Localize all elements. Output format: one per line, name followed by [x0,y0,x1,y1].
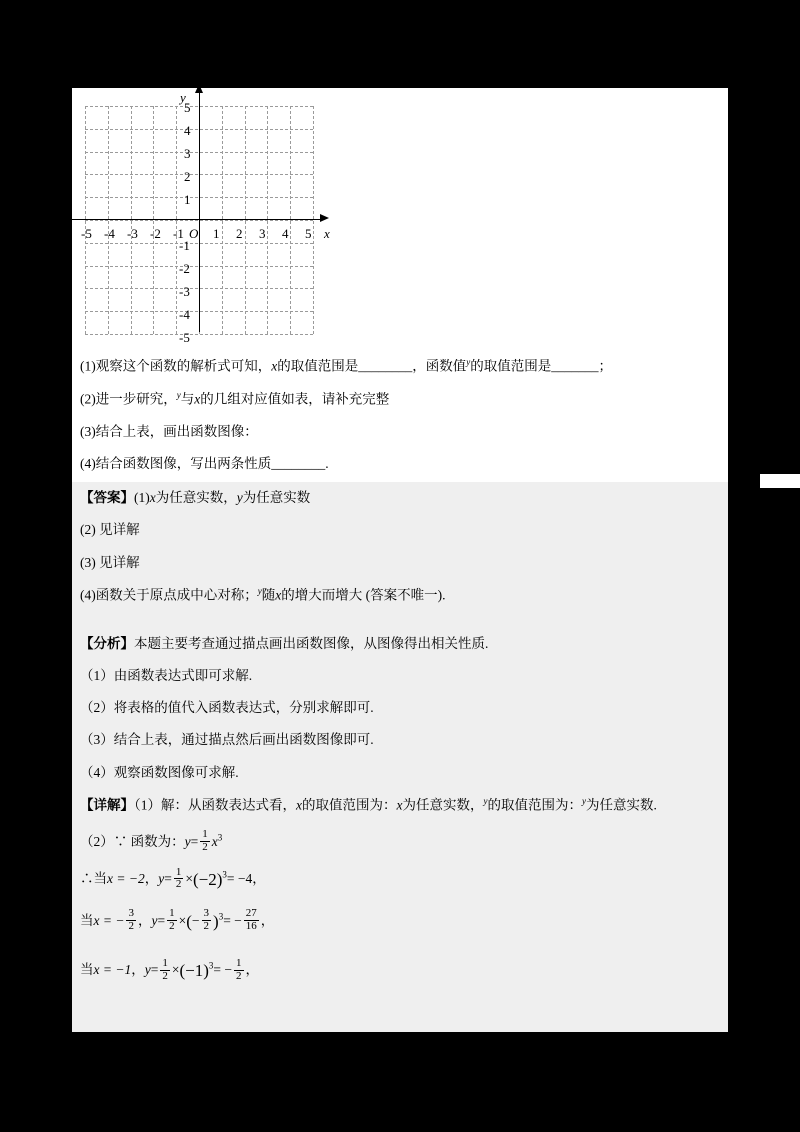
analysis-intro-text: 本题主要考查通过描点画出函数图像，从图像得出相关性质. [134,635,489,651]
detail-eq-y: y [184,833,191,849]
y-tick-neg5: -5 [179,330,190,345]
fraction-denominator: 2 [202,840,208,853]
fraction-numerator: 27 [245,907,257,920]
detail-line-4 [72,904,728,940]
detail-line-4-minus: − [191,912,200,928]
fraction-numerator: 1 [175,865,182,878]
detail-line-3-base: (−2) [192,869,223,889]
y-tick-neg3: -3 [179,284,190,299]
detail-line-5-prefix: 当 [80,962,94,978]
answer-line-1-end: 为任意实数 [242,490,311,505]
page-edge-marker [760,474,800,488]
fraction-numerator: 1 [169,907,175,920]
question-2-text-b: 与 [180,391,195,407]
answer-line-4 [72,585,728,606]
detail-line-5-comma: ， [131,962,145,978]
detail-line-3-prefix: ∴当 [80,870,107,886]
detail-line-3 [72,862,728,898]
detail-line-3-eq: = [164,870,172,886]
question-4-text-a: 结合函数图像，写出两条性质 [95,455,272,471]
detail-line-1 [72,795,728,816]
x-axis [72,219,322,220]
analysis-intro [72,634,728,654]
question-3-prefix: (3) [80,423,96,439]
fraction-denominator: 2 [128,919,134,932]
question-4-blank-1: ________ [271,455,326,471]
fraction-denominator: 16 [245,919,257,932]
detail-line-3-y: y [158,870,165,886]
y-tick-2: 2 [184,169,191,184]
y-tick-neg1: -1 [179,238,190,253]
x-tick-origin: O [189,226,199,241]
analysis-item-3: （3）结合上表，通过描点然后画出函数图像即可. [80,732,374,748]
answer-line-2: (2) 见详解 [80,522,140,538]
detail-line-5-base: (−1) [179,961,209,981]
coordinate-graph [72,88,728,356]
fraction-result-5 [234,958,244,982]
detail-line-5-eq: = [150,962,159,978]
answer-var-y: y [236,490,243,505]
question-1-blank-2: _______ [551,358,599,374]
x-tick-neg5: -5 [81,226,92,241]
detail-line-5-end: ， [245,962,259,978]
fraction-numerator: 1 [202,828,208,841]
detail-line-4-x: x = − [93,912,125,928]
answer-line-4-var-x: x [275,587,282,603]
y-tick-neg2: -2 [179,261,190,276]
detail-line-1-a: 的取值范围为： [302,797,397,813]
spacer [72,618,728,634]
y-tick-neg4: -4 [179,307,190,322]
x-tick-neg1: -1 [173,226,184,241]
detail-line-1-prefix: （1）解：从函数表达式看， [134,797,296,813]
question-4-prefix: (4) [80,455,96,471]
fraction-three-halves [126,908,136,932]
analysis-item-1: （1）由函数表达式即可求解. [80,667,253,683]
detail-line-4-end: ， [260,912,275,928]
detail-line-2-prefix: （2）∵ 函数为： [80,833,185,849]
analysis-item-4: （4）观察函数图像可求解. [80,764,239,780]
question-1-text-d: 的取值范围是 [470,358,552,374]
question-1 [72,356,728,377]
answer-line-4-c: 的增大而增大 (答案不唯一). [281,587,446,603]
x-tick-neg3: -3 [127,226,138,241]
fraction-numerator: 1 [236,957,242,970]
detail-line-4-res-eq: = − [223,912,242,928]
question-1-prefix: (1) [80,358,96,374]
answer-line-1-mid: 为任意实数， [155,490,237,505]
y-axis-arrow-icon [195,84,203,93]
fraction-half-5 [160,958,170,982]
detail-line-2 [72,828,728,856]
detail-var-x-2: x [396,797,403,813]
fraction-denominator: 2 [169,919,175,932]
detail-line-5 [72,953,728,989]
detail-line-5-res-eq: = − [213,962,232,978]
fraction-denominator: 2 [236,969,242,982]
question-2-text-c: 的几组对应值如表，请补充完整 [200,391,390,407]
fraction-denominator: 2 [175,878,182,891]
fraction-half-4 [167,908,177,932]
detail-line-5-x: x = −1 [93,962,132,978]
detail-line-4-prefix: 当 [80,912,94,928]
x-axis-arrow-icon [320,214,329,222]
detail-line-4-power: 3 [218,911,224,922]
question-2-prefix: (2) [80,391,96,407]
detail-line-1-d: 为任意实数. [586,797,657,813]
detail-line-3-times: × [185,870,193,886]
detail-line-5-y: y [144,962,151,978]
detail-line-5-power: 3 [208,960,214,971]
detail-line-4-eq: = [157,912,166,928]
fraction-numerator: 3 [203,907,210,920]
detail-line-4-y: y [151,912,158,928]
document-content [72,88,728,995]
question-1-blank-1: ________ [358,358,413,374]
detail-line-5-times: × [171,962,180,978]
detail-eq-x: x [211,833,218,849]
answer-line-4-prefix: (4) [80,587,96,603]
question-2-var-x: x [194,391,201,407]
x-tick-3: 3 [259,226,266,241]
detail-line-3-x: x = −2 [107,870,145,886]
y-tick-4: 4 [184,123,191,138]
detail-var-y-1: y [483,795,488,806]
x-tick-neg2: -2 [150,226,161,241]
detail-line-3-result: = −4 [226,870,253,886]
x-tick-1: 1 [213,226,220,241]
y-tick-5: 5 [184,100,191,115]
fraction-half-3 [174,867,184,891]
fraction-half [200,829,210,853]
detail-eq-equals: = [190,833,199,849]
answer-line-4-var-y: y [257,585,262,596]
question-1-text-e: ； [598,358,612,374]
analysis-label: 【分析】 [80,635,134,651]
x-tick-neg4: -4 [104,226,115,241]
question-3 [72,422,728,442]
x-tick-2: 2 [236,226,243,241]
fraction-denominator: 2 [203,919,210,932]
question-1-text-b: 的取值范围是 [277,358,359,374]
fraction-three-halves-inner [202,908,212,932]
detail-line-4-paren-open: ( [186,911,192,931]
answer-label: 【答案】 [80,490,134,505]
answer-line-4-b: 随 [261,587,276,603]
detail-eq-power: 3 [217,832,223,842]
question-1-text-c: ，函数值 [412,358,467,374]
x-axis-label: x [324,226,330,241]
y-tick-1: 1 [184,192,191,207]
fraction-result-4 [244,908,259,932]
detail-var-x-1: x [296,797,302,813]
answer-line-4-a: 函数关于原点成中心对称； [95,587,258,603]
detail-line-3-end: ， [252,870,266,886]
answer-var-x: x [149,490,156,505]
answer-line-1 [72,488,728,508]
detail-line-4-comma: ， [137,912,152,928]
question-2-text-a: 进一步研究， [95,391,177,407]
question-2 [72,389,728,410]
question-1-text-a: 观察这个函数的解析式可知， [95,358,272,374]
answer-line-3: (3) 见详解 [80,554,140,570]
detail-label: 【详解】 [80,797,134,813]
detail-line-4-paren-close: ) [213,911,219,931]
fraction-numerator: 3 [128,907,134,920]
detail-line-1-b: 为任意实数， [402,797,484,813]
detail-line-1-c: 的取值范围为： [487,797,582,813]
question-1-var-y: y [466,357,471,367]
question-4 [72,454,728,474]
analysis-item-2: （2）将表格的值代入函数表达式，分别求解即可. [80,700,374,715]
fraction-numerator: 1 [162,957,168,970]
y-axis-label: y [180,90,186,105]
fraction-denominator: 2 [162,969,168,982]
y-axis [199,92,200,332]
x-tick-4: 4 [282,226,289,241]
detail-line-4-times: × [178,912,187,928]
question-3-text-a: 结合上表，画出函数图像： [95,423,258,439]
detail-var-y-2: y [582,795,586,806]
question-1-var-x: x [271,358,278,374]
question-2-var-y: y [176,389,181,400]
answer-line-1-prefix: (1) [134,490,150,505]
y-tick-3: 3 [184,146,191,161]
detail-line-3-comma: ， [144,870,159,886]
question-4-text-b: . [325,455,329,471]
detail-line-3-power: 3 [222,869,227,880]
x-tick-5: 5 [305,226,312,241]
